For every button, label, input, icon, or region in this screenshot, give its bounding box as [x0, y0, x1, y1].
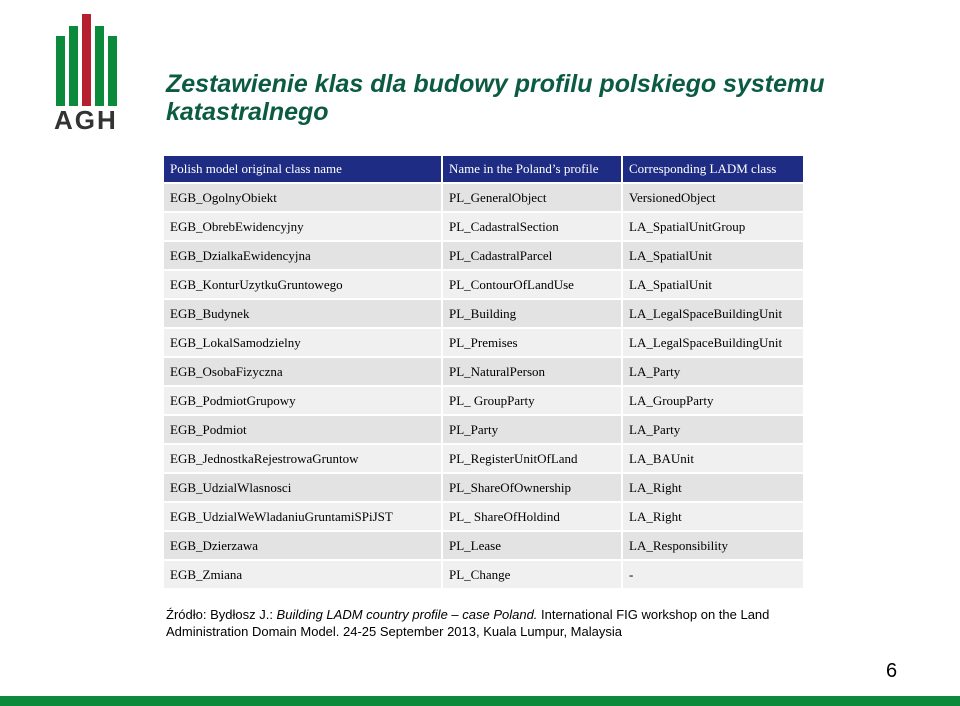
table-row: [164, 445, 803, 474]
column-header: Name in the Poland’s profile: [443, 156, 623, 184]
logo-bar: [108, 36, 117, 106]
logo-bar: [95, 26, 104, 106]
table-row: [164, 184, 803, 213]
logo-bar: [69, 26, 78, 106]
table-cell: LA_SpatialUnit: [623, 271, 803, 300]
table-cell: PL_ GroupParty: [443, 387, 623, 416]
source-prefix: Źródło: Bydłosz J.:: [166, 607, 277, 622]
table-cell: PL_ ShareOfHoldind: [443, 503, 623, 532]
logo-bar: [56, 36, 65, 106]
table-row: [164, 387, 803, 416]
table-cell: EGB_Budynek: [164, 300, 443, 329]
table-cell: EGB_UdzialWlasnosci: [164, 474, 443, 503]
table-cell: PL_Lease: [443, 532, 623, 561]
table-cell: VersionedObject: [623, 184, 803, 213]
source-suffix: International FIG workshop on the Land Administration Domain Model. 24-25 September 2013, Kuala Lumpur, Malaysia: [166, 607, 770, 639]
table-cell: LA_SpatialUnit: [623, 242, 803, 271]
table-cell: EGB_DzialkaEwidencyjna: [164, 242, 443, 271]
table-cell: PL_ShareOfOwnership: [443, 474, 623, 503]
table-row: [164, 532, 803, 561]
table-cell: LA_BAUnit: [623, 445, 803, 474]
logo-bar: [82, 14, 91, 106]
table-cell: -: [623, 561, 803, 590]
table-cell: PL_NaturalPerson: [443, 358, 623, 387]
table-row: [164, 503, 803, 532]
table-cell: EGB_JednostkaRejestrowaGruntow: [164, 445, 443, 474]
table-cell: PL_Party: [443, 416, 623, 445]
table-cell: EGB_Zmiana: [164, 561, 443, 590]
table-cell: PL_Change: [443, 561, 623, 590]
table-row: [164, 358, 803, 387]
logo-text: AGH: [54, 105, 118, 135]
table-cell: EGB_Podmiot: [164, 416, 443, 445]
column-header: Polish model original class name: [164, 156, 443, 184]
table-row: [164, 474, 803, 503]
table-cell: LA_GroupParty: [623, 387, 803, 416]
table-body: [164, 184, 803, 590]
table-cell: LA_LegalSpaceBuildingUnit: [623, 329, 803, 358]
table-cell: EGB_PodmiotGrupowy: [164, 387, 443, 416]
table-cell: PL_CadastralSection: [443, 213, 623, 242]
page-number: 6: [886, 660, 898, 682]
table-cell: PL_GeneralObject: [443, 184, 623, 213]
class-mapping-table: [164, 156, 803, 590]
table-header-row: [164, 156, 803, 184]
table-cell: PL_ContourOfLandUse: [443, 271, 623, 300]
table-row: [164, 300, 803, 329]
source-title: Building LADM country profile – case Poland.: [276, 607, 538, 622]
agh-logo: [52, 14, 124, 136]
table-cell: EGB_LokalSamodzielny: [164, 329, 443, 358]
table-cell: PL_RegisterUnitOfLand: [443, 445, 623, 474]
table-cell: EGB_UdzialWeWladaniuGruntamiSPiJST: [164, 503, 443, 532]
slide-title: Zestawienie klas dla budowy profilu polskiego systemu katastralnego: [166, 70, 825, 126]
table-cell: PL_CadastralParcel: [443, 242, 623, 271]
table-cell: LA_Party: [623, 358, 803, 387]
table-cell: EGB_KonturUzytkuGruntowego: [164, 271, 443, 300]
table-row: [164, 329, 803, 358]
table-row: [164, 416, 803, 445]
table-cell: LA_Right: [623, 503, 803, 532]
table-cell: EGB_OsobaFizyczna: [164, 358, 443, 387]
table-cell: PL_Premises: [443, 329, 623, 358]
table-row: [164, 213, 803, 242]
table-cell: EGB_OgolnyObiekt: [164, 184, 443, 213]
table-cell: LA_SpatialUnitGroup: [623, 213, 803, 242]
table-cell: LA_LegalSpaceBuildingUnit: [623, 300, 803, 329]
source-citation: [166, 606, 806, 640]
table-cell: LA_Right: [623, 474, 803, 503]
table-row: [164, 242, 803, 271]
table-cell: PL_Building: [443, 300, 623, 329]
table-cell: LA_Responsibility: [623, 532, 803, 561]
table-row: [164, 271, 803, 300]
table-cell: LA_Party: [623, 416, 803, 445]
table-row: [164, 561, 803, 590]
table-cell: EGB_ObrebEwidencyjny: [164, 213, 443, 242]
bottom-rule: [0, 696, 960, 706]
table-cell: EGB_Dzierzawa: [164, 532, 443, 561]
column-header: Corresponding LADM class: [623, 156, 803, 184]
